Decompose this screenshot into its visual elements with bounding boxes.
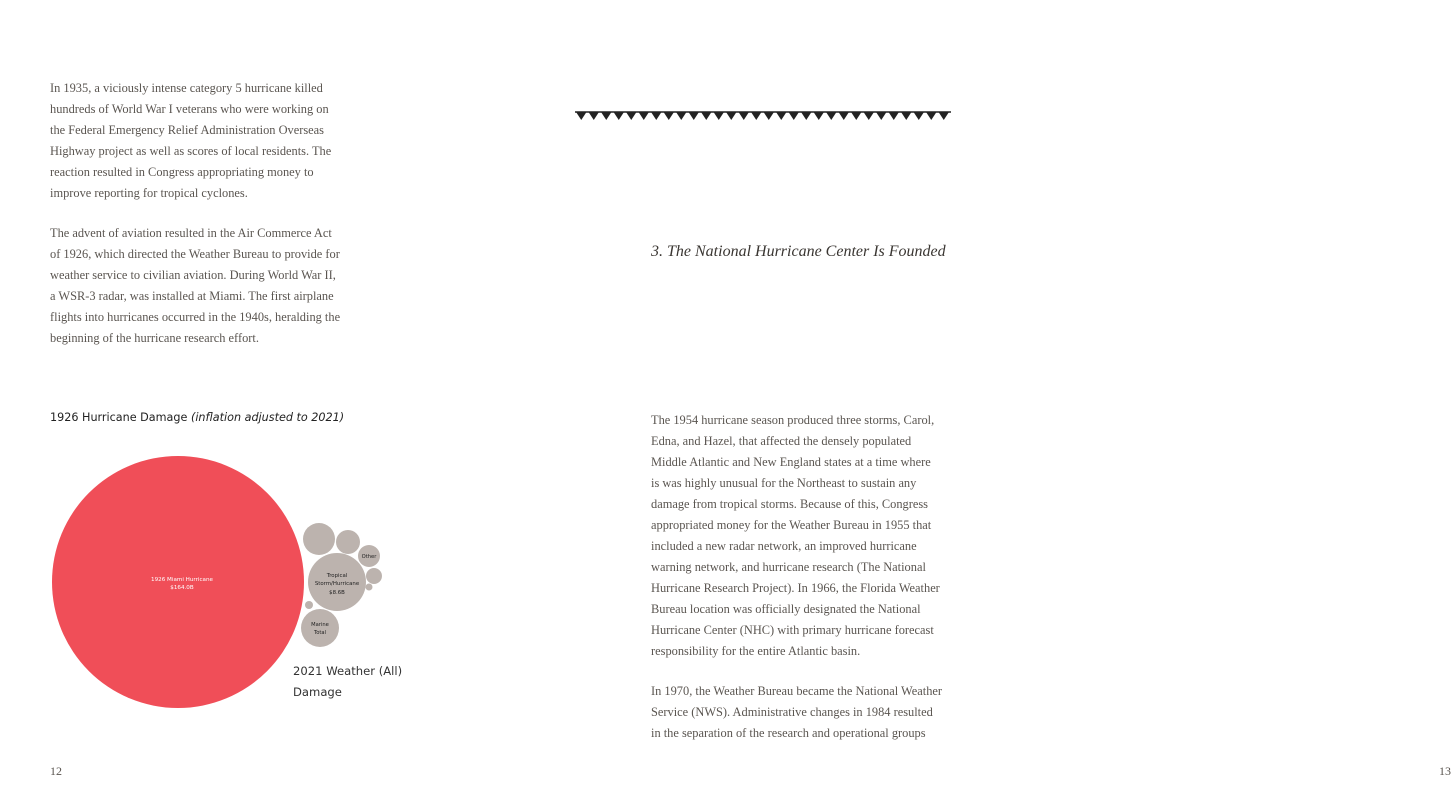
paragraph-1970-nws: In 1970, the Weather Bureau became the National Weather Service (NWS). Administrative changes in 1984 resulted in the separation of the research and operational groups [651, 684, 943, 740]
label-miami-name: 1926 Miami Hurricane [151, 577, 213, 583]
ornament-triangle [601, 112, 612, 120]
ornament-triangle [889, 112, 900, 120]
paragraph-1935-hurricane: In 1935, a viciously intense category 5 hurricane killed hundreds of World War I veterans who were working on the Federal Emergency Relief Administration Overseas Highway project as well as scores of local residents. The reaction resulted in Congress appropriating money to improve reporting for tropical cyclones. [50, 81, 332, 200]
bubble-chart [0, 0, 500, 800]
ornament-triangle [739, 112, 750, 120]
page-number-right: 13 [1439, 764, 1451, 778]
ornament-triangle [851, 112, 862, 120]
ornament-triangle [776, 112, 787, 120]
bubble-small-c [366, 568, 382, 584]
paragraph-aviation: The advent of aviation resulted in the Air Commerce Act of 1926, which directed the Weather Bureau to provide for weather service to civilian aviation. During World War II, a WSR-3 radar, was installed at Miami. The first airplane flights into hurricanes occurred in the 1940s, heralding the beginning of the hurricane research effort. [50, 226, 341, 345]
ornament-triangle [676, 112, 687, 120]
label-tropical-line2: Storm/Hurricane [314, 581, 360, 587]
bubble-small-a [303, 523, 335, 555]
chart-title-italic: (inflation adjusted to 2021) [190, 411, 345, 424]
group-label-2021-weather: 2021 Weather (All) Damage [293, 664, 403, 699]
label-tropical-line1: Tropical [326, 573, 348, 579]
ornament-triangle [914, 112, 925, 120]
ornament-triangle [639, 112, 650, 120]
ornament-triangle [826, 112, 837, 120]
label-tropical-value: $8.6B [329, 590, 345, 596]
ornament-triangle [801, 112, 812, 120]
ornament-triangle [864, 112, 875, 120]
ornament-triangle [839, 112, 850, 120]
ornament-triangle [589, 112, 600, 120]
bubble-small-e [305, 601, 313, 609]
ornament-triangle [926, 112, 937, 120]
paragraph-1954-season: The 1954 hurricane season produced three storms, Carol, Edna, and Hazel, that affected the densely populated Middle Atlantic and New England states at a time where is was highly unusual for the Northeast to sustain any damage from tropical storms. Because of this, Congress appropriated money for the Weather Bureau in 1955 that included a new radar network, an improved hurricane warning network, and hurricane research (The National Hurricane Research Project). In 1966, the Florida Weather Bureau location was officially designated the National Hurricane Center (NHC) with primary hurricane forecast responsibility for the entire Atlantic basin. [651, 413, 940, 658]
chart-title-main: 1926 Hurricane Damage [50, 411, 191, 424]
left-page [0, 0, 500, 800]
ornament-triangle [626, 112, 637, 120]
ornament-triangle [664, 112, 675, 120]
ornament-triangle [939, 112, 950, 120]
ornament-triangle [689, 112, 700, 120]
ornament-triangle [814, 112, 825, 120]
ornament-triangle [714, 112, 725, 120]
page-number-left: 12 [50, 764, 62, 778]
ornament-triangle [651, 112, 662, 120]
ornament-triangle [901, 112, 912, 120]
label-marine-line2: Total [313, 630, 327, 636]
ornament-triangle [876, 112, 887, 120]
ornament-triangle [701, 112, 712, 120]
bubble-small-d [366, 584, 373, 591]
label-miami-value: $164.0B [170, 585, 194, 591]
ornament-triangle [726, 112, 737, 120]
ornament-triangle [614, 112, 625, 120]
ornament-triangle [576, 112, 587, 120]
right-page [500, 0, 1451, 800]
ornament-triangle [764, 112, 775, 120]
triangle-ornament [575, 111, 951, 121]
section-heading: 3. The National Hurricane Center Is Founded [651, 243, 946, 260]
ornament-triangle [789, 112, 800, 120]
label-other: Other [361, 554, 377, 560]
label-marine-line1: Marine [311, 622, 329, 628]
bubble-small-b [336, 530, 360, 554]
ornament-triangle [751, 112, 762, 120]
bubble-marine-total [301, 609, 339, 647]
